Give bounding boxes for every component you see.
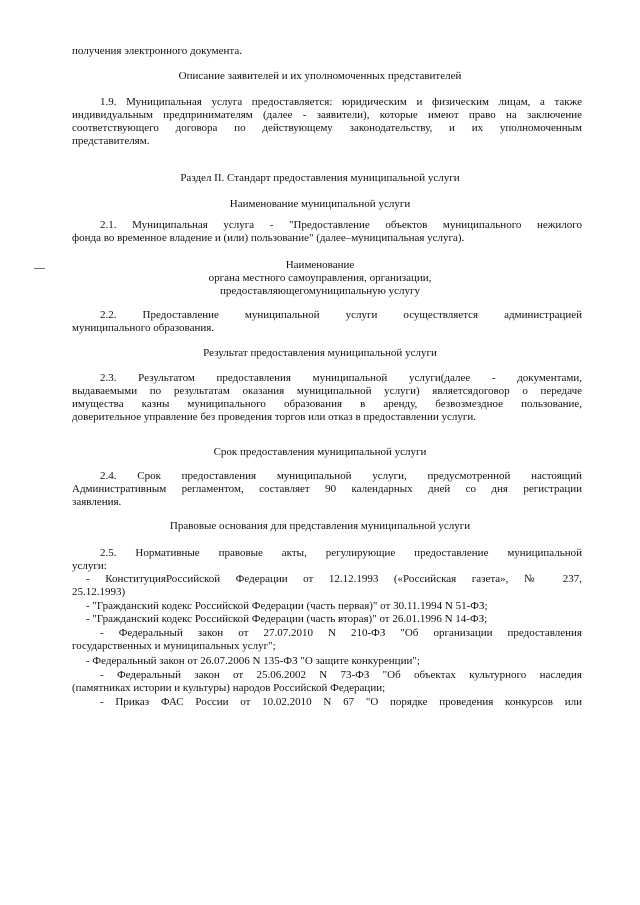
section-heading: органа местного самоуправления, организации, (208, 272, 432, 284)
text-line: 2.2. Предоставление муниципальной услуги осуществляется администрацией (100, 309, 582, 321)
section-heading: предоставляющегомуниципальную услугу (219, 285, 420, 297)
text-line: имущества казны муниципального образования в аренду, безвозмездное пользование, (72, 398, 582, 410)
list-item: - Федеральный закон от 26.07.2006 N 135-ФЗ "О защите конкуренции"; (86, 655, 420, 667)
text-line: 2.3. Результатом предоставления муниципальной услуги(далее - документами, (100, 372, 582, 384)
list-item: - Федеральный закон от 27.07.2010 N 210-ФЗ "Об организации предоставления (100, 627, 582, 639)
text-line: соответствующего договора по действующему законодательству, и их уполномоченным (72, 122, 582, 134)
list-item: - "Гражданский кодекс Российской Федерации (часть вторая)" от 26.01.1996 N 14-ФЗ; (86, 613, 488, 625)
section-heading: Наименование муниципальной услуги (229, 198, 411, 210)
list-item: - КонституцияРоссийской Федерации от 12.12.1993 («Российская газета», № 237, (86, 573, 582, 585)
text-line: заявления. (72, 496, 122, 508)
text-line: фонда во временное владение и (или) пользование" (далее–муниципальная услуга). (72, 232, 465, 244)
text-line: индивидуальным предпринимателям (далее - заявители), которые имеют право на заключение (72, 109, 582, 121)
section-heading: Описание заявителей и их уполномоченных представителей (178, 70, 462, 82)
text-line: 2.5. Нормативные правовые акты, регулирующие предоставление муниципальной (100, 547, 582, 559)
text-line: (памятниках истории и культуры) народов Российской Федерации; (72, 682, 386, 694)
text-line: 2.1. Муниципальная услуга - "Предоставление объектов муниципального нежилого (100, 219, 582, 231)
text-line: выдаваемыми по результатам оказания муниципальной услуги) являетсядоговор о передаче (72, 385, 582, 397)
list-item: - "Гражданский кодекс Российской Федерации (часть первая)" от 30.11.1994 N 51-ФЗ; (86, 600, 488, 612)
text-line: 25.12.1993) (72, 586, 126, 598)
section-heading: Правовые основания для представления муниципальной услуги (169, 520, 471, 532)
text-line: 1.9. Муниципальная услуга предоставляется: юридическим и физическим лицам, а также (100, 96, 582, 108)
text-line: доверительное управление без проведения торгов или отказ в предоставлении услуги. (72, 411, 476, 423)
text-line: услуги: (72, 560, 107, 572)
text-line: муниципального образования. (72, 322, 215, 334)
section-heading: Наименование (285, 259, 355, 271)
section-heading: Результат предоставления муниципальной услуги (203, 347, 437, 359)
section-heading: Срок предоставления муниципальной услуги (213, 446, 427, 458)
text-line: получения электронного документа. (72, 45, 242, 57)
list-item: - Приказ ФАС России от 10.02.2010 N 67 "О порядке проведения конкурсов или (100, 696, 582, 708)
text-line: государственных и муниципальных услуг"; (72, 640, 276, 652)
text-line: Административным регламентом, составляет 90 календарных дней со дня регистрации (72, 483, 582, 495)
text-line: 2.4. Срок предоставления муниципальной услуги, предусмотренной настоящий (100, 470, 582, 482)
list-item: - Федеральный закон от 25.06.2002 N 73-ФЗ "Об объектах культурного наследия (100, 669, 582, 681)
text-line: представителям. (72, 135, 150, 147)
section-heading: Раздел II. Стандарт предоставления муниципальной услуги (180, 172, 460, 184)
